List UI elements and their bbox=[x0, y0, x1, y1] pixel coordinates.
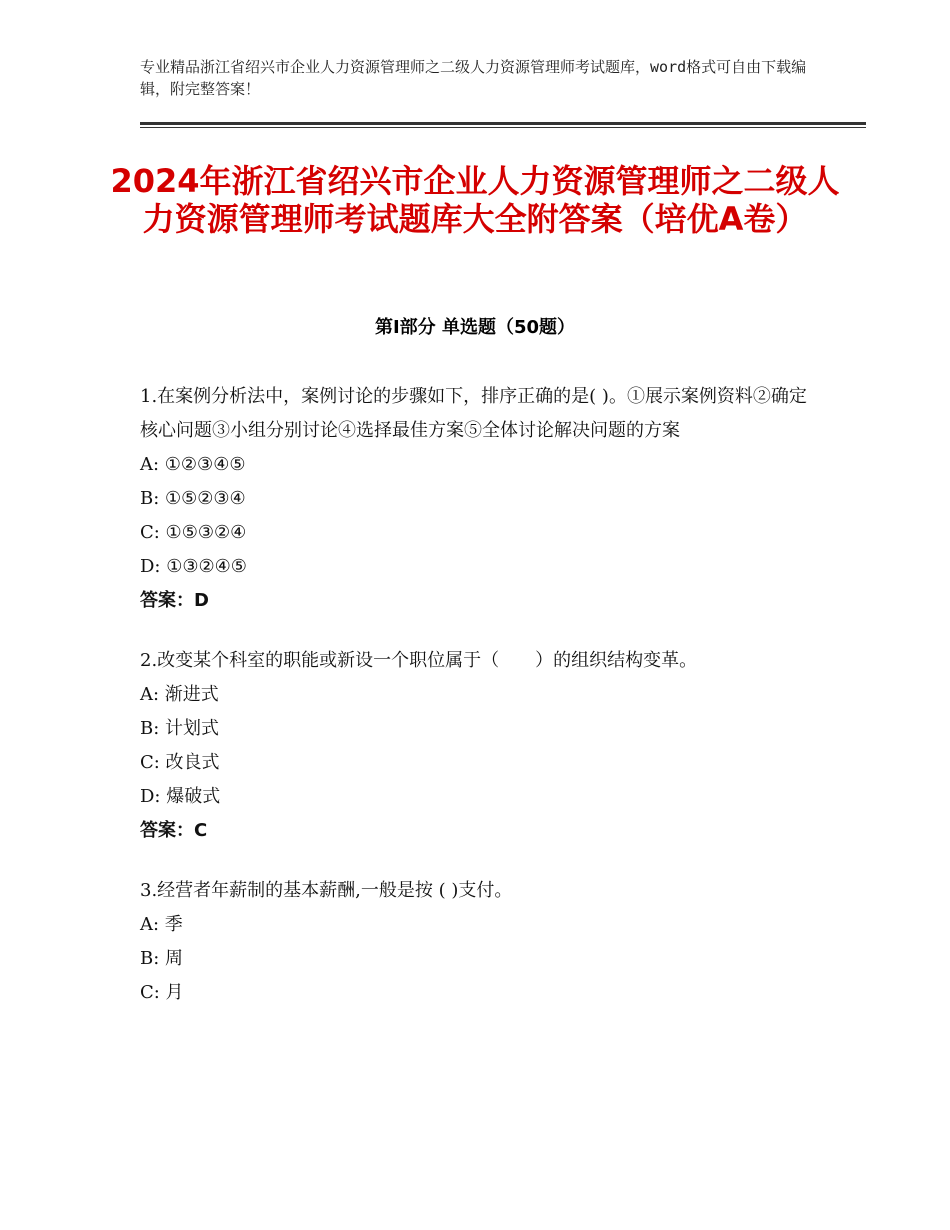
question-2 bbox=[140, 644, 820, 848]
option-c: C: 月 bbox=[140, 982, 184, 1003]
option-c: C: 改良式 bbox=[140, 752, 220, 773]
header-note: 专业精品浙江省绍兴市企业人力资源管理师之二级人力资源管理师考试题库，word格式可自由下载编辑，附完整答案！ bbox=[140, 58, 807, 98]
question-1 bbox=[140, 380, 820, 618]
answer: 答案：C bbox=[140, 820, 208, 841]
option-d: D: ①③②④⑤ bbox=[140, 556, 247, 577]
option-b: B: ①⑤②③④ bbox=[140, 488, 246, 509]
option-c: C: ①⑤③②④ bbox=[140, 522, 247, 543]
option-b: B: 计划式 bbox=[140, 718, 220, 739]
option-a: A: 季 bbox=[140, 914, 183, 935]
option-a: A: ①②③④⑤ bbox=[140, 454, 246, 475]
question-stem: 3.经营者年薪制的基本薪酬,一般是按 ( )支付。 bbox=[140, 880, 513, 901]
document-title: 2024年浙江省绍兴市企业人力资源管理师之二级人力资源管理师考试题库大全附答案（培优A卷） bbox=[110, 162, 840, 238]
answer: 答案：D bbox=[140, 590, 209, 611]
option-b: B: 周 bbox=[140, 948, 184, 969]
section-title: 第Ⅰ部分 单选题（50题） bbox=[374, 317, 575, 338]
question-list bbox=[140, 380, 820, 1036]
question-stem: 2.改变某个科室的职能或新设一个职位属于（ ）的组织结构变革。 bbox=[140, 650, 698, 671]
header-rule-thin bbox=[140, 127, 866, 128]
question-3 bbox=[140, 874, 820, 1010]
header-rule-thick bbox=[140, 122, 866, 125]
option-a: A: 渐进式 bbox=[140, 684, 219, 705]
question-stem: 1.在案例分析法中，案例讨论的步骤如下，排序正确的是( )。①展示案例资料②确定核心问题③小组分别讨论④选择最佳方案⑤全体讨论解决问题的方案 bbox=[140, 386, 807, 441]
option-d: D: 爆破式 bbox=[140, 786, 221, 807]
